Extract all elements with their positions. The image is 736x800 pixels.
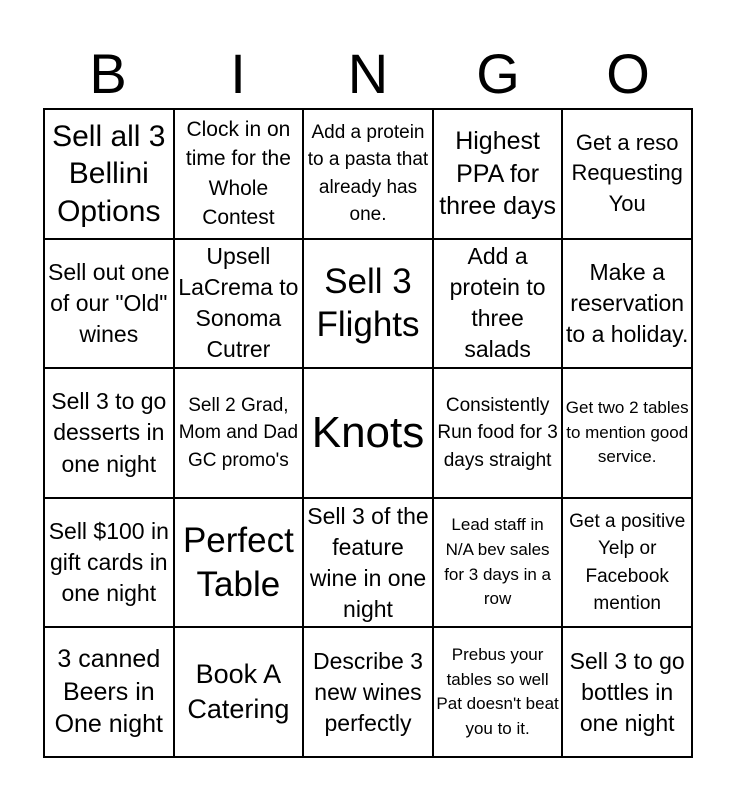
header-letter-g: G [476,42,520,105]
cell-text: Add a protein to three salads [449,243,546,363]
bingo-grid [43,108,693,758]
bingo-header [43,40,693,108]
cell-text: Describe 3 new wines perfectly [313,647,423,736]
cell-text: Highest PPA for three days [439,127,556,221]
cell-text: Sell 3 to go desserts in one night [51,388,167,477]
cell-text: Sell $100 in gift cards in one night [48,518,169,607]
bingo-cell-r4c2[interactable] [174,498,304,628]
bingo-cell-r1c4[interactable] [433,109,563,239]
bingo-cell-r1c1[interactable] [44,109,174,239]
bingo-cell-r1c5[interactable] [562,109,692,239]
cell-text: Sell 3 to go bottles in one night [569,647,685,736]
bingo-cell-r3c5[interactable] [562,368,692,498]
cell-text: Lead staff in N/A bev sales for 3 days in a row [444,515,551,609]
bingo-cell-r3c3[interactable] [303,368,433,498]
header-letter-n: N [347,42,389,105]
bingo-cell-r4c3[interactable] [303,498,433,628]
cell-text: Get a reso Requesting You [571,129,683,217]
cell-text: 3 canned Beers in One night [54,645,163,739]
cell-text: Consistently Run food for 3 days straight [437,394,558,471]
bingo-cell-r3c2[interactable] [174,368,304,498]
bingo-cell-r2c1[interactable] [44,239,174,369]
bingo-cell-r4c1[interactable] [44,498,174,628]
bingo-cell-r5c5[interactable] [562,627,692,757]
bingo-cell-r5c2[interactable] [174,627,304,757]
cell-text: Add a protein to a pasta that already has one. [307,121,429,226]
cell-text: Knots [311,407,425,457]
cell-text: Sell out one of our "Old" wines [48,258,170,347]
bingo-cell-r4c5[interactable] [562,498,692,628]
bingo-cell-r3c1[interactable] [44,368,174,498]
bingo-cell-r4c4[interactable] [433,498,563,628]
cell-text: Sell 3 Flights [316,261,420,345]
cell-text: Book A Catering [187,659,290,725]
cell-text: Sell 3 of the feature wine in one night [307,502,429,622]
bingo-cell-r2c2[interactable] [174,239,304,369]
cell-text: Get a positive Yelp or Facebook mention [569,510,686,615]
bingo-cell-r3c4[interactable] [433,368,563,498]
bingo-cell-r1c2[interactable] [174,109,304,239]
cell-text: Sell 2 Grad, Mom and Dad GC promo's [178,394,299,471]
bingo-cell-r5c3[interactable] [303,627,433,757]
cell-text: Clock in on time for the Whole Contest [185,118,291,230]
header-letter-o: O [606,42,650,105]
cell-text: Sell all 3 Bellini Options [52,119,166,228]
cell-text: Perfect Table [182,520,294,604]
bingo-cell-r5c1[interactable] [44,627,174,757]
cell-text: Get two 2 tables to mention good service. [565,398,689,467]
header-letter-b: B [89,42,127,105]
bingo-cell-r2c4[interactable] [433,239,563,369]
header-letter-i: I [230,42,246,105]
cell-text: Make a reservation to a holiday. [566,258,689,347]
bingo-cell-r2c3[interactable] [303,239,433,369]
bingo-cell-r5c4[interactable] [433,627,563,757]
cell-text: Upsell LaCrema to Sonoma Cutrer [178,243,299,363]
bingo-cell-r2c5[interactable] [562,239,692,369]
bingo-cell-r1c3[interactable] [303,109,433,239]
cell-text: Prebus your tables so well Pat doesn't beat you to it. [436,644,559,738]
